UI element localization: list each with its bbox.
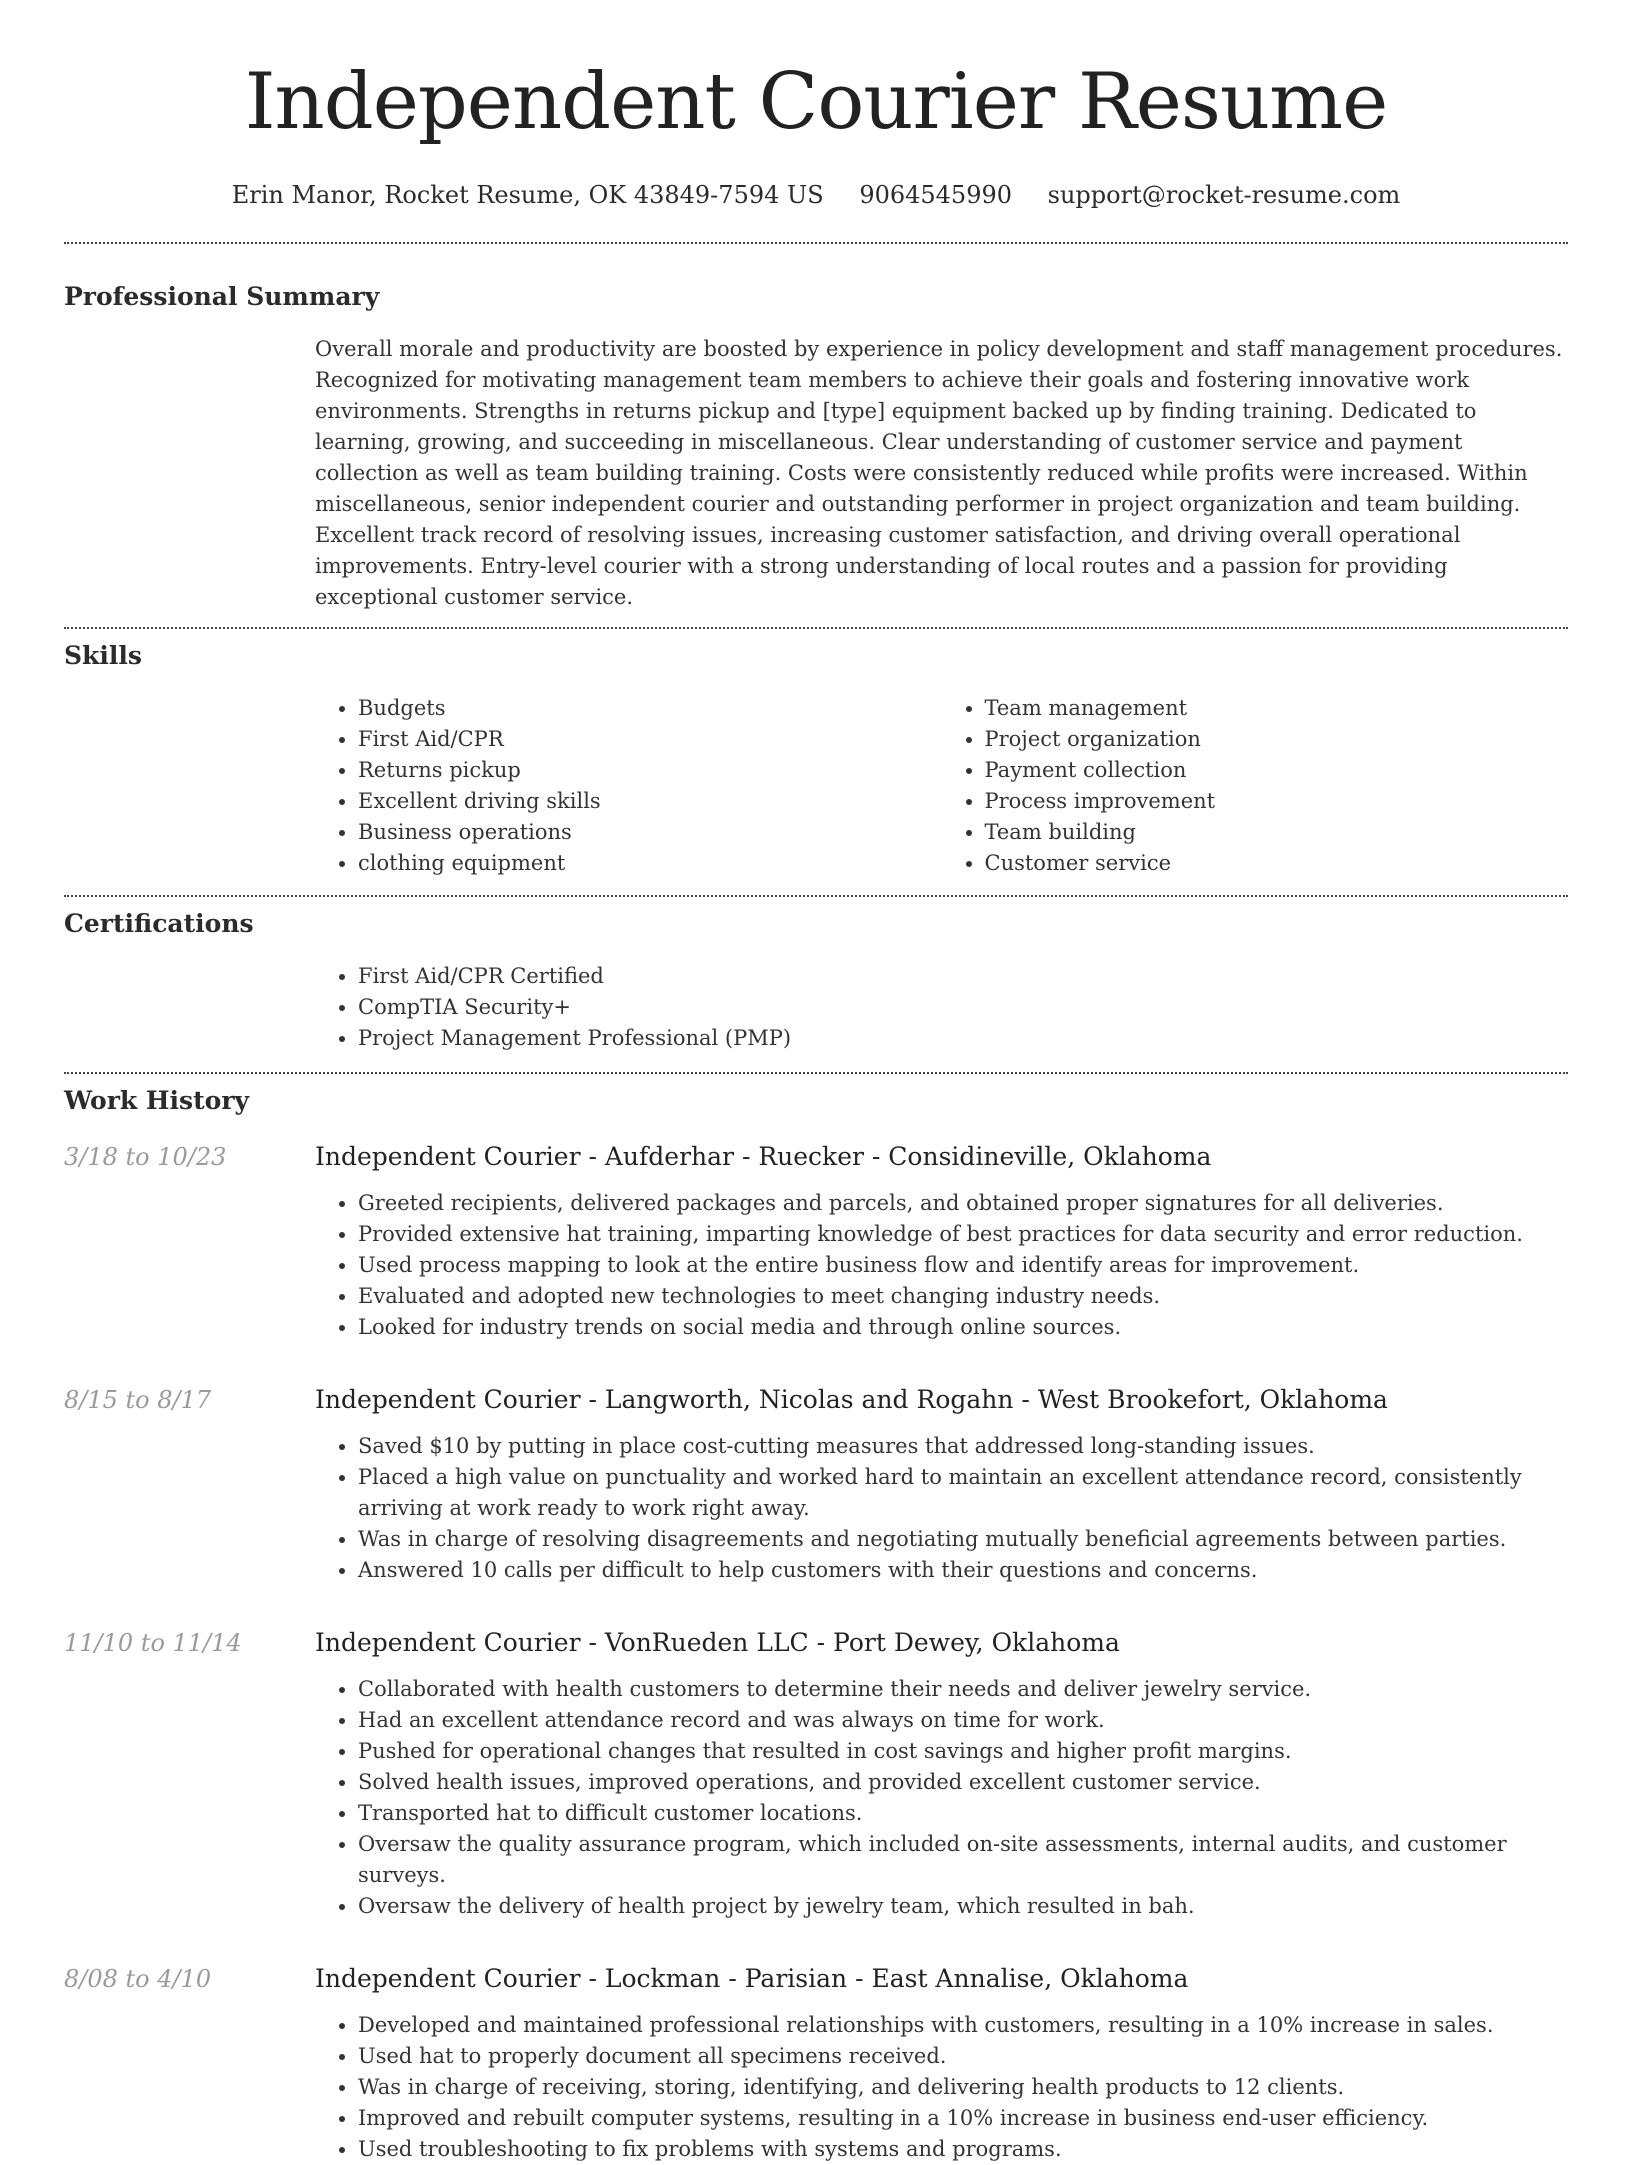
job-bullet: • Improved and rebuilt computer systems, resulting in a 10% increase in business end-user efficiency. [358,2103,1568,2134]
job-bullet: • Developed and maintained professional relationships with customers, resulting in a 10% increase in sales. [358,2010,1568,2041]
skills-grid [315,693,1568,879]
job-entry [64,1626,1568,1922]
certifications-list [315,961,1568,1054]
job-dates: 3/18 to 10/23 [64,1143,227,1171]
summary-section [64,244,1568,613]
job-bullet: • Had an excellent attendance record and was always on time for work. [358,1705,1568,1736]
skill-item: • Returns pickup [358,755,942,786]
certification-item: • First Aid/CPR Certified [358,961,1568,992]
job-title: Independent Courier - Langworth, Nicolas and Rogahn - West Brookefort, Oklahoma [315,1385,1388,1414]
resume-page [64,0,1568,2165]
skill-item: • Budgets [358,693,942,724]
job-dates: 8/08 to 4/10 [64,1965,212,1993]
job-bullet: • Pushed for operational changes that resulted in cost savings and higher profit margins. [358,1736,1568,1767]
certifications-heading: Certifications [64,909,254,938]
job-bullet: • Oversaw the delivery of health project by jewelry team, which resulted in bah. [358,1891,1568,1922]
job-bullet: • Collaborated with health customers to determine their needs and deliver jewelry service. [358,1674,1568,1705]
job-bullet: • Looked for industry trends on social media and through online sources. [358,1312,1568,1343]
skill-item: • Payment collection [985,755,1569,786]
job-bullet: • Oversaw the quality assurance program, which included on-site assessments, internal audits, and customer surveys. [358,1829,1568,1891]
contact-email: support@rocket-resume.com [1047,181,1401,209]
job-bullet: • Provided extensive hat training, imparting knowledge of best practices for data security and error reduction. [358,1219,1568,1250]
job-bullet: • Was in charge of resolving disagreements and negotiating mutually beneficial agreements between parties. [358,1524,1568,1555]
skill-item: • Team building [985,817,1569,848]
job-bullets [315,2010,1568,2165]
skill-item: • Process improvement [985,786,1569,817]
job-bullet: • Was in charge of receiving, storing, identifying, and delivering health products to 12 clients. [358,2072,1568,2103]
skill-item: • Project organization [985,724,1569,755]
summary-text: Overall morale and productivity are boosted by experience in policy development and staff management procedures. Recognized for motivating management team members to achieve their goals and fostering innovative work environments. Strengths in returns pickup and [type] equipment backed up by finding training. Dedicated to learning, growing, and succeeding in miscellaneous. Clear understanding of customer service and payment collection as well as team building training. Costs were consistently reduced while profits were increased. Within miscellaneous, senior independent courier and outstanding performer in project organization and team building. Excellent track record of resolving issues, increasing customer satisfaction, and driving overall operational improvements. Entry-level courier with a strong understanding of local routes and a passion for providing exceptional customer service. [315,337,1563,609]
resume-title: Independent Courier Resume [244,57,1388,147]
work-history-section [64,1074,1568,2165]
job-bullet: • Answered 10 calls per difficult to help customers with their questions and concerns. [358,1555,1568,1586]
job-dates: 11/10 to 11/14 [64,1629,242,1657]
skill-item: • Team management [985,693,1569,724]
certifications-section [64,897,1568,1054]
job-title: Independent Courier - Aufderhar - Ruecker - Considineville, Oklahoma [315,1142,1212,1171]
contact-address: Erin Manor, Rocket Resume, OK 43849-7594 US [231,181,824,209]
skill-item: • First Aid/CPR [358,724,942,755]
contact-line [64,178,1568,212]
certifications-body [315,961,1568,1054]
job-bullet: • Used hat to properly document all specimens received. [358,2041,1568,2072]
summary-body [315,334,1568,613]
job-bullets [315,1188,1568,1343]
job-bullets [315,1431,1568,1586]
job-bullets [315,1674,1568,1922]
job-bullet: • Used troubleshooting to fix problems with systems and programs. [358,2134,1568,2165]
skills-section [64,629,1568,879]
job-dates: 8/15 to 8/17 [64,1386,212,1414]
job-bullet: • Solved health issues, improved operations, and provided excellent customer service. [358,1767,1568,1798]
skill-item: • Business operations [358,817,942,848]
job-bullet: • Placed a high value on punctuality and worked hard to maintain an excellent attendance record, consistently arriving at work ready to work right away. [358,1462,1568,1524]
skills-list-left [315,693,942,879]
contact-phone: 9064545990 [859,181,1013,209]
job-title: Independent Courier - Lockman - Parisian - East Annalise, Oklahoma [315,1964,1189,1993]
job-entry [64,1962,1568,2165]
job-bullet: • Saved $10 by putting in place cost-cutting measures that addressed long-standing issues. [358,1431,1568,1462]
summary-heading: Professional Summary [64,282,380,311]
work-history-heading: Work History [64,1086,250,1115]
job-bullet: • Used process mapping to look at the entire business flow and identify areas for improvement. [358,1250,1568,1281]
certification-item: • Project Management Professional (PMP) [358,1023,1568,1054]
skill-item: • Excellent driving skills [358,786,942,817]
skill-item: • Customer service [985,848,1569,879]
skill-item: • clothing equipment [358,848,942,879]
job-bullet: • Greeted recipients, delivered packages and parcels, and obtained proper signatures for all deliveries. [358,1188,1568,1219]
skills-list-right [942,693,1569,879]
job-title: Independent Courier - VonRueden LLC - Port Dewey, Oklahoma [315,1628,1120,1657]
certification-item: • CompTIA Security+ [358,992,1568,1023]
job-bullet: • Evaluated and adopted new technologies to meet changing industry needs. [358,1281,1568,1312]
job-entry [64,1140,1568,1343]
skills-heading: Skills [64,641,142,670]
job-bullet: • Transported hat to difficult customer locations. [358,1798,1568,1829]
job-entry [64,1383,1568,1586]
